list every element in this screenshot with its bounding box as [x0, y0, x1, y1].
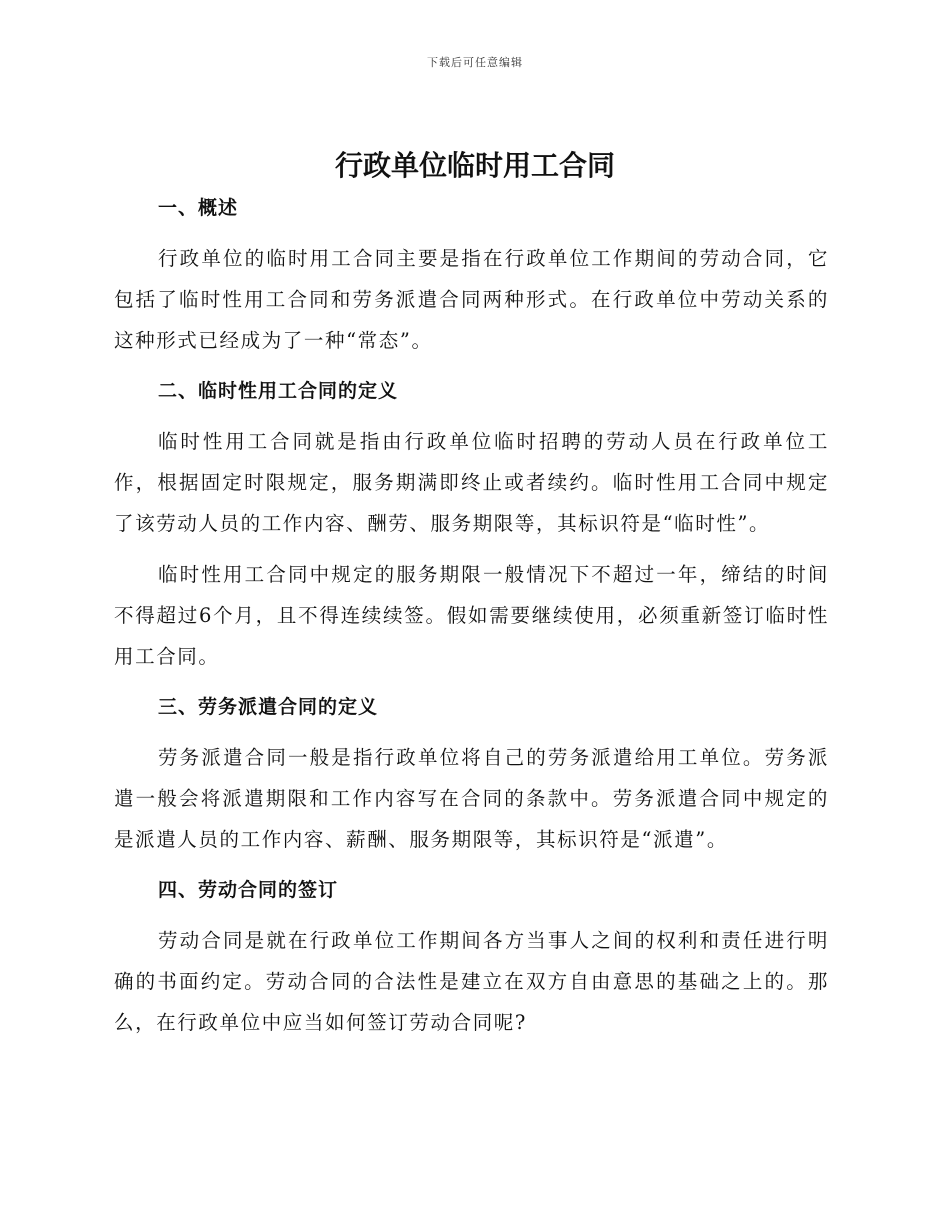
- document-body: [114, 188, 829, 1043]
- section-heading: 四、劳动合同的签订: [158, 879, 339, 901]
- paragraph: 劳务派遣合同一般是指行政单位将自己的劳务派遣给用工单位。劳务派遣一般会将派遣期限和工作内容写在合同的条款中。劳务派遣合同中规定的是派遣人员的工作内容、薪酬、服务期限等，其标识符是“派遣”。: [114, 746, 829, 851]
- section-temporary-contract: [114, 371, 829, 687]
- paragraph: 劳动合同是就在行政单位工作期间各方当事人之间的权利和责任进行明确的书面约定。劳动合同的合法性是建立在双方自由意思的基础之上的。那么，在行政单位中应当如何签订劳动合同呢?: [114, 929, 829, 1034]
- header-note: 下载后可任意编辑: [427, 56, 523, 69]
- section-heading: 二、临时性用工合同的定义: [158, 380, 399, 402]
- section-heading: 三、劳务派遣合同的定义: [158, 696, 379, 718]
- section-signing: [114, 870, 829, 1043]
- section-overview: [114, 188, 829, 371]
- document-title: 行政单位临时用工合同: [334, 149, 615, 182]
- section-dispatch-contract: [114, 687, 829, 870]
- paragraph: 临时性用工合同就是指由行政单位临时招聘的劳动人员在行政单位工作，根据固定时限规定，服务期满即终止或者续约。临时性用工合同中规定了该劳动人员的工作内容、酬劳、服务期限等，其标识符是“临时性”。: [114, 430, 829, 535]
- paragraph: 临时性用工合同中规定的服务期限一般情况下不超过一年，缔结的时间不得超过6个月，且不得连续续签。假如需要继续使用，必须重新签订临时性用工合同。: [114, 563, 829, 668]
- section-heading: 一、概述: [158, 197, 239, 219]
- paragraph: 行政单位的临时用工合同主要是指在行政单位工作期间的劳动合同，它包括了临时性用工合同和劳务派遣合同两种形式。在行政单位中劳动关系的这种形式已经成为了一种“常态”。: [114, 247, 829, 352]
